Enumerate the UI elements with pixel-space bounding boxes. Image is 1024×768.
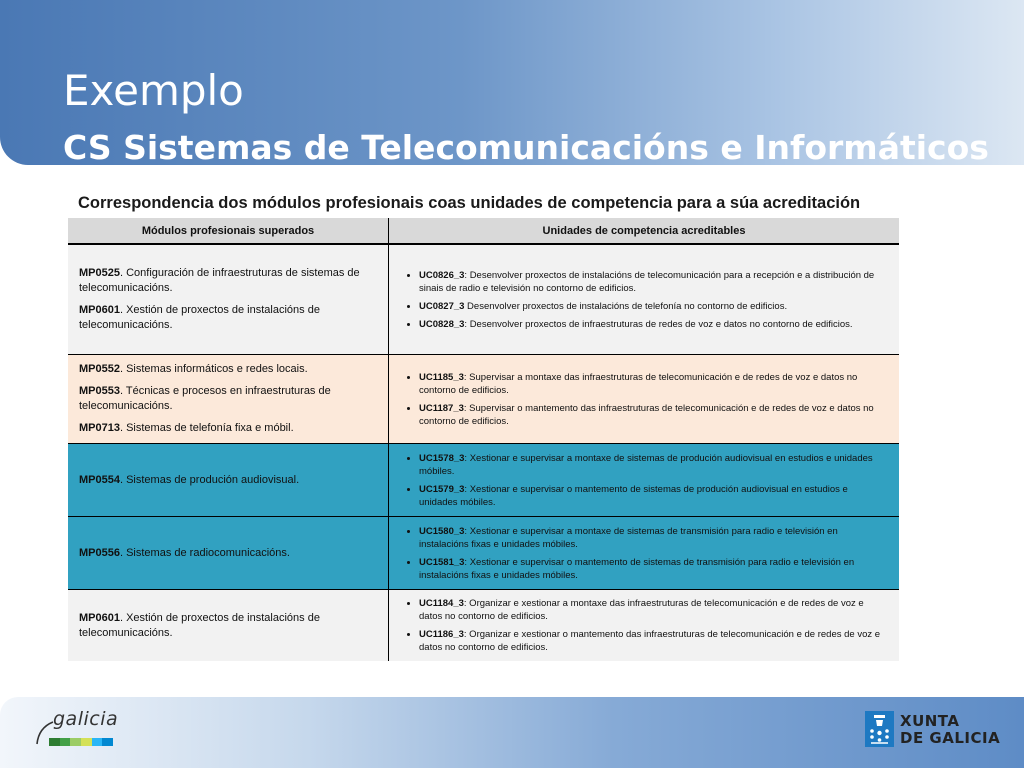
unit-description: : Organizar e xestionar o mantemento das infraestruturas de telecomunicación e de redes de voz e datos no contorno de edificios.: [419, 629, 881, 653]
galicia-logo: [35, 708, 119, 750]
units-cell: [389, 444, 900, 517]
module-description: . Xestión de proxectos de instalacións de telecomunicacións.: [79, 611, 320, 639]
module-entry: [79, 473, 378, 488]
module-code: MP0553: [79, 385, 120, 397]
unit-code: UC1580_3: [419, 525, 465, 537]
unit-description: : Xestionar e supervisar o mantemento de sistemas de transmisión para radio e televisión en instalacións fixas e unidades móbiles.: [419, 556, 855, 581]
table-row: [68, 444, 899, 517]
module-code: MP0525: [79, 267, 120, 279]
module-entry: [79, 303, 378, 333]
module-entry: [79, 611, 378, 641]
unit-description: : Xestionar e supervisar o mantemento de sistemas de produción audiovisual en estudios e unidades móbiles.: [419, 483, 848, 508]
unit-entry: [419, 525, 887, 551]
module-description: . Sistemas de telefonía fixa e móbil.: [119, 422, 294, 434]
unit-code: UC1186_3: [419, 629, 464, 640]
modules-cell: [68, 517, 389, 590]
module-entry: [79, 266, 378, 296]
page-subtitle: CS Sistemas de Telecomunicacións e Informáticos: [63, 128, 989, 167]
table-row: [68, 244, 899, 355]
unit-description: Desenvolver proxectos de instalacións de telefonía no contorno de edificios.: [464, 300, 788, 312]
unit-description: : Supervisar o mantemento das infraestruturas de telecomunicación e de redes de voz e datos no contorno de edificios.: [419, 402, 874, 427]
module-description: . Xestión de proxectos de instalacións de telecomunicacións.: [79, 304, 320, 331]
unit-entry: [419, 402, 887, 428]
modules-cell: [68, 590, 389, 662]
modules-cell: [68, 244, 389, 355]
module-code: MP0552: [79, 363, 120, 375]
module-code: MP0713: [79, 422, 120, 434]
module-entry: [79, 421, 378, 436]
module-description: . Sistemas de radiocomunicacións.: [119, 546, 290, 559]
module-code: MP0554: [79, 473, 120, 486]
units-cell: [389, 590, 900, 662]
units-cell: [389, 244, 900, 355]
unit-description: : Desenvolver proxectos de infraestruturas de redes de voz e datos no contorno de edificios.: [464, 318, 853, 330]
module-description: . Configuración de infraestruturas de sistemas de telecomunicacións.: [79, 267, 360, 294]
unit-entry: [419, 452, 887, 478]
unit-entry: [419, 628, 887, 654]
column-header-units: Unidades de competencia acreditables: [389, 218, 900, 244]
modules-cell: [68, 355, 389, 444]
table-row: [68, 355, 899, 444]
unit-list: [400, 371, 887, 428]
unit-list: [400, 452, 887, 509]
unit-entry: [419, 597, 887, 623]
module-entry: [79, 384, 378, 414]
galicia-color-bar: [49, 738, 113, 746]
table-header-row: [68, 218, 899, 244]
module-description: . Sistemas de produción audiovisual.: [119, 473, 300, 486]
xunta-logo-line1: XUNTA: [900, 712, 960, 730]
units-cell: [389, 517, 900, 590]
unit-code: UC0827_3: [419, 300, 465, 312]
unit-code: UC0826_3: [419, 269, 465, 281]
module-description: . Técnicas e procesos en infraestruturas de telecomunicacións.: [79, 385, 331, 412]
module-entry: [79, 546, 378, 561]
unit-entry: [419, 269, 887, 295]
unit-code: UC1579_3: [419, 483, 465, 495]
unit-entry: [419, 300, 887, 313]
unit-list: [400, 597, 887, 654]
units-cell: [389, 355, 900, 444]
unit-description: : Supervisar a montaxe das infraestruturas de telecomunicación e de redes de voz e datos no contorno de edificios.: [419, 371, 858, 396]
unit-code: UC1185_3: [419, 371, 464, 383]
table-caption: Correspondencia dos módulos profesionais coas unidades de competencia para a súa acreditación: [78, 194, 861, 212]
unit-list: [400, 269, 887, 331]
unit-entry: [419, 556, 887, 582]
modules-cell: [68, 444, 389, 517]
xunta-coat-of-arms-icon: [865, 711, 894, 747]
correspondence-table: [68, 218, 899, 661]
galicia-logo-text: galicia: [53, 708, 119, 730]
page-title: Exemplo: [63, 66, 244, 115]
unit-code: UC1578_3: [419, 452, 465, 464]
unit-description: : Xestionar e supervisar a montaxe de sistemas de produción audiovisual en estudios e unidades móbiles.: [419, 452, 873, 477]
module-description: . Sistemas informáticos e redes locais.: [119, 363, 308, 375]
unit-code: UC0828_3: [419, 318, 465, 330]
column-header-modules: Módulos profesionais superados: [68, 218, 389, 244]
unit-description: : Desenvolver proxectos de instalacións de telecomunicación para a recepción e a distribución de sinais de radio e televisión no contorno de edificios.: [419, 269, 875, 294]
unit-entry: [419, 371, 887, 397]
unit-list: [400, 525, 887, 582]
unit-code: UC1581_3: [419, 556, 465, 568]
module-code: MP0601: [79, 304, 120, 316]
module-code: MP0601: [79, 611, 120, 624]
table-row: [68, 517, 899, 590]
unit-entry: [419, 318, 887, 331]
unit-code: UC1187_3: [419, 402, 464, 414]
module-entry: [79, 362, 378, 377]
xunta-logo-line2: DE GALICIA: [900, 729, 1001, 747]
module-code: MP0556: [79, 546, 120, 559]
unit-entry: [419, 483, 887, 509]
table-row: [68, 590, 899, 662]
unit-description: : Xestionar e supervisar a montaxe de sistemas de transmisión para radio e televisión en instalacións fixas e unidades móbiles.: [419, 525, 838, 550]
unit-code: UC1184_3: [419, 598, 464, 609]
unit-description: : Organizar e xestionar a montaxe das infraestruturas de telecomunicación e de redes de voz e datos no contorno de edificios.: [419, 598, 864, 622]
